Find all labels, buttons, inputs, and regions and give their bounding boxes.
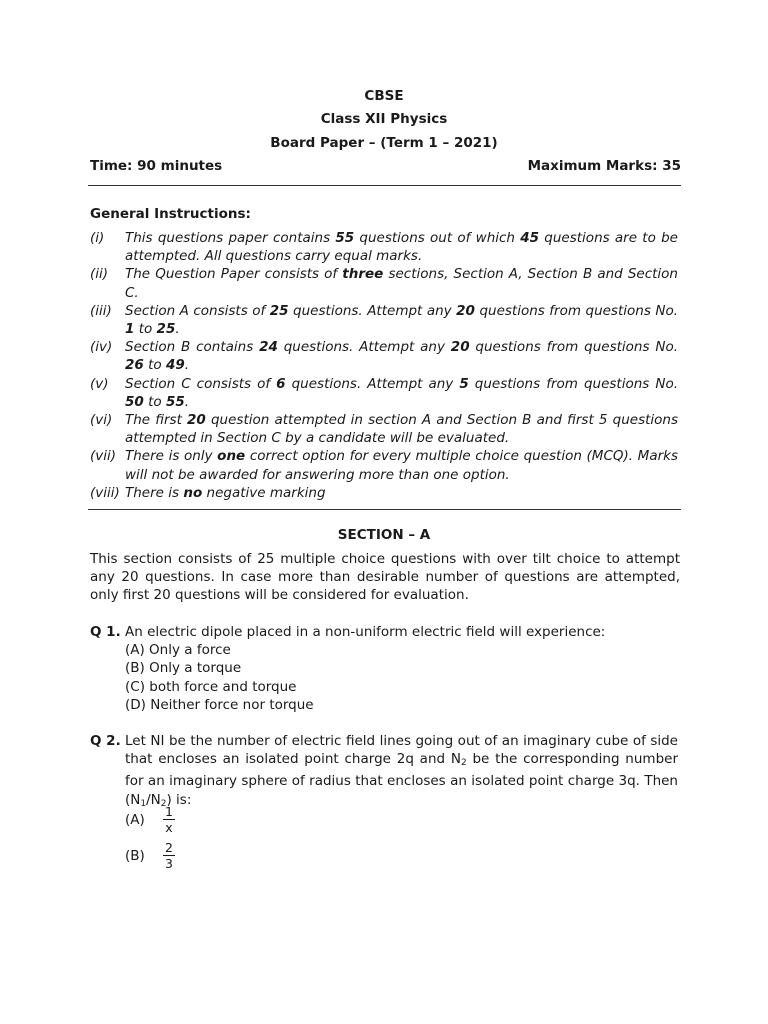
fraction [163,841,175,870]
option-c: (C) both force and torque [125,678,297,695]
instruction-number: (iii) [90,302,112,319]
numerator: 2 [165,840,173,855]
denominator: x [165,820,173,835]
denominator: 3 [165,856,173,871]
q2-option-a [125,805,175,834]
time-marks-row [90,158,681,174]
instruction-text: Section A consists of 25 questions. Attempt any 20 questions from questions No. 1 to 25. [125,302,679,338]
instruction-text: This questions paper contains 55 questions out of which 45 questions are to be attempted. All questions carry equal marks. [125,230,678,265]
fraction [163,805,175,834]
instruction-item [90,302,678,338]
option-label: (A) [125,811,145,828]
paper-title: Board Paper – (Term 1 – 2021) [270,135,498,151]
instruction-item [90,484,678,502]
instruction-item [90,265,678,301]
instruction-text: Section C consists of 6 questions. Attempt any 5 questions from questions No. 50 to 55. [125,375,678,410]
maximum-marks: Maximum Marks: 35 [527,158,681,174]
instruction-number: (vii) [90,448,117,465]
instruction-number: (iv) [90,339,113,356]
q2-option-b [125,841,175,870]
question-text: Let NI be the number of electric field lines going out of an imaginary cube of side that encloses an isolated point charge 2q and $N_2$ be the corresponding number for an imaginary sphere of radius that encloses an isolated point charge 3q. Then $(N_1/N_2)$ is: [125,733,678,809]
class-subject: Class XII Physics [320,111,448,127]
option-a: (A) Only a force [125,642,231,659]
instruction-item [90,375,678,411]
instruction-number: (i) [90,230,105,246]
header-divider [88,185,681,186]
instruction-text: The first 20 question attempted in section A and Section B and first 5 questions attempted in Section C by a candidate will be evaluated. [125,412,679,447]
section-a-intro: This section consists of 25 multiple choice questions with over tilt choice to attempt any 20 questions. In case more than desirable number of questions are attempted, only first 20 questions will be considered for evaluation. [90,551,680,604]
time-allowed: Time: 90 minutes [90,158,223,174]
instruction-item [90,229,678,265]
option-b: (B) Only a torque [125,660,242,677]
instructions-list [90,229,678,502]
question-number: Q 2. [90,733,121,749]
instruction-text: There is only one correct option for every multiple choice question (MCQ). Marks will not be awarded for answering more than one option. [125,448,678,483]
instruction-number: (vi) [90,412,113,429]
instruction-number: (v) [90,375,109,392]
option-label: (B) [125,847,145,864]
instruction-item [90,338,678,374]
instruction-text: The Question Paper consists of three sections, Section A, Section B and Section C. [125,266,678,301]
question-2 [90,732,678,813]
instruction-text: There is no negative marking [125,484,326,501]
instructions-divider [88,509,681,510]
instruction-number: (viii) [90,484,120,501]
instruction-text: Section B contains 24 questions. Attempt any 20 questions from questions No. 26 to 49. [125,339,678,374]
option-d: (D) Neither force nor torque [125,696,314,713]
instruction-item [90,411,678,447]
instruction-number: (ii) [90,266,109,283]
instruction-item [90,447,678,483]
numerator: 1 [165,804,173,819]
question-text: An electric dipole placed in a non-uniform electric field will experience: [125,624,606,640]
question-1 [90,623,678,714]
instructions-title: General Instructions: [90,206,251,222]
board-title: CBSE [364,88,404,104]
question-number: Q 1. [90,624,121,640]
section-a-title: SECTION – A [337,527,431,543]
